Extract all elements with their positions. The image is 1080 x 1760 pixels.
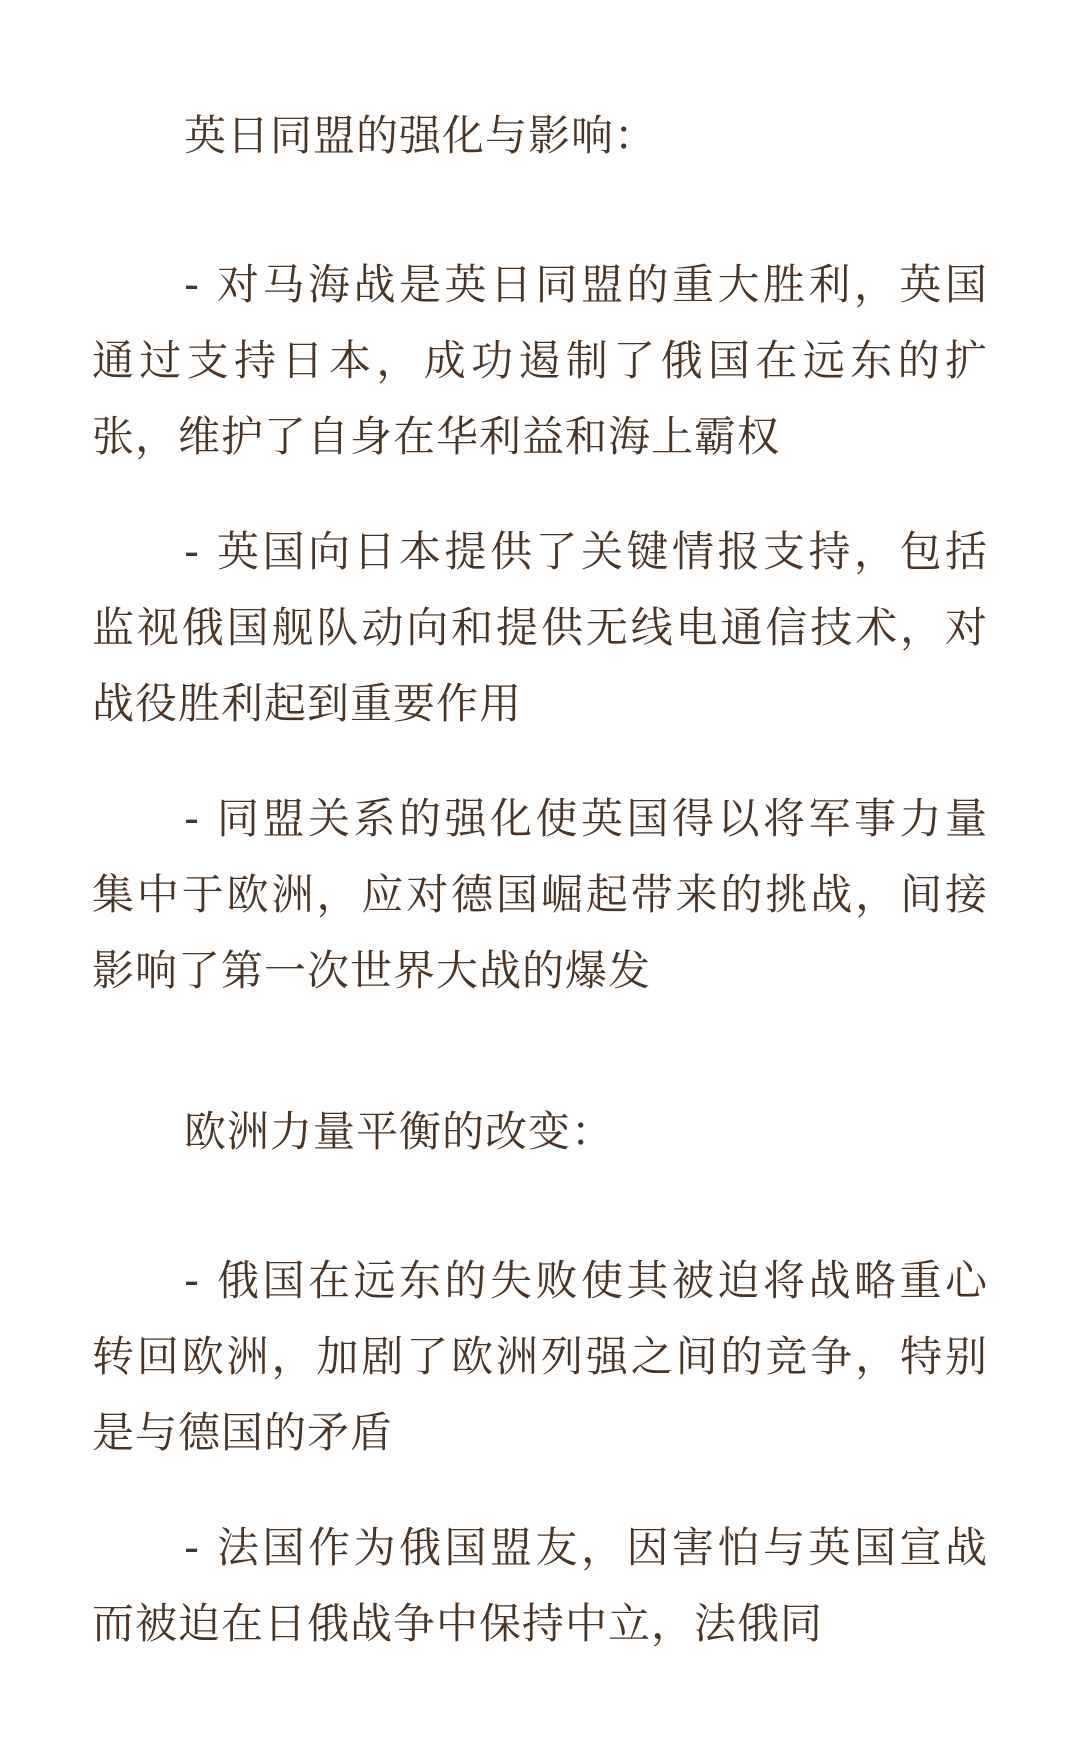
section-heading-balance: 欧洲力量平衡的改变：	[184, 1107, 615, 1156]
paragraph-alliance-3: - 同盟关系的强化使英国得以将军事力量集中于欧洲，应对德国崛起带来的挑战，间接影响了第一次世界大战的爆发	[92, 794, 988, 995]
paragraph-alliance-2: - 英国向日本提供了关键情报支持，包括监视俄国舰队动向和提供无线电通信技术，对战役胜利起到重要作用	[92, 527, 988, 728]
paragraph-alliance-1: - 对马海战是英日同盟的重大胜利，英国通过支持日本，成功遏制了俄国在远东的扩张，维护了自身在华利益和海上霸权	[92, 260, 988, 461]
section-heading-alliance: 英日同盟的强化与影响：	[184, 111, 658, 160]
paragraph-balance-1: - 俄国在远东的失败使其被迫将战略重心转回欧洲，加剧了欧洲列强之间的竞争，特别是与德国的矛盾	[92, 1256, 988, 1457]
paragraph-balance-2: - 法国作为俄国盟友，因害怕与英国宣战而被迫在日俄战争中保持中立，法俄同	[92, 1523, 988, 1648]
